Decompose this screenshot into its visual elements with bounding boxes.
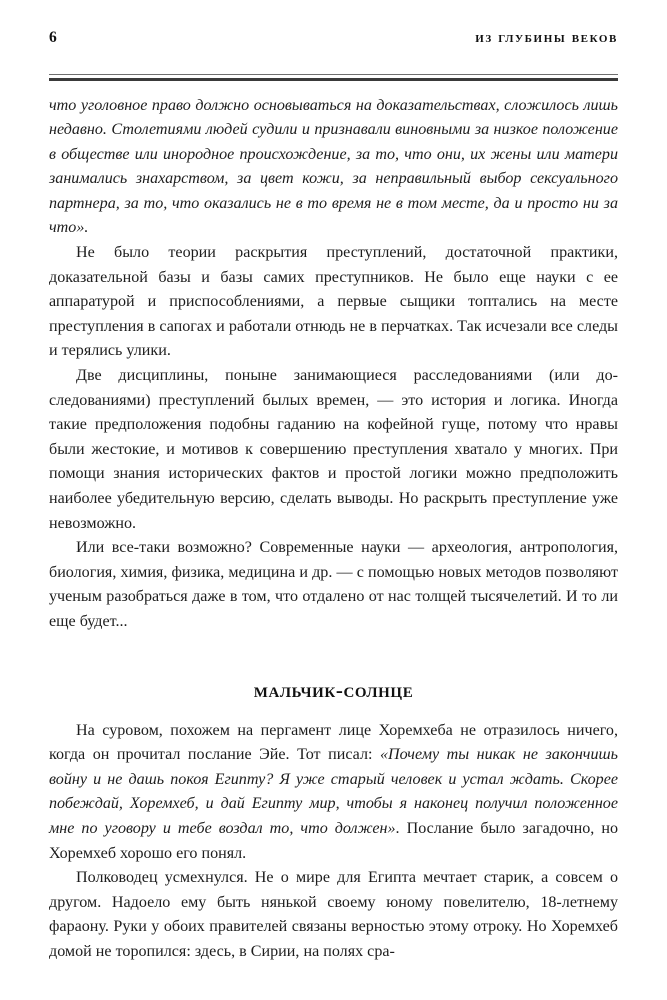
paragraph: Или все-таки возможно? Современные науки — археология, антропология, биология, химия, физика, медицина и др. — с помощью новых методов позволяют ученым разобраться даже в том, что отдалено от нас толщей тысячелетий. И то ли еще будет... [49, 539, 618, 630]
paragraph: Полководец усмехнулся. Не о мире для Египта мечтает старик, а совсем о другом. Надоело ему быть нянькой своему юному повелителю, 18-летнему фараону. Руки у обоих правителей связаны верностью этому отроку. Но Хоремхеб домой не торопился: здесь, в Сирии, на полях сра- [49, 869, 618, 960]
paragraph: что уголовное право должно основываться на доказательствах, сложилось лишь недавно. Столетиями людей судили и признавали виновными за низкое положение в обществе или инородное происхождение, за то, что они, их жены или матери занимались знахарством, за цвет кожи, за неправильный выбор сексуального партнера, за то, что оказались не в то время не в том месте, да и просто ни за что». [49, 96, 618, 237]
running-title: из глубины веков [475, 29, 618, 46]
paragraph: Не было теории раскрытия преступлений, достаточной практики, доказательной базы и базы самих преступников. Не было еще науки с ее аппаратурой и приспособлениями, а первые сыщики топтались на месте преступления в сапогах и работали отнюдь не в перчатках. Так исчезали все следы и терялись улики. [49, 244, 618, 360]
running-head [49, 0, 618, 68]
paragraph: Две дисциплины, поныне занимающиеся расследованиями (или доследованиями) преступлений былых времен, — это история и логика. Иногда такие предположения подобны гаданию на кофейной гуще, потому что нравы были жестокие, и мотивов к совершению преступления хватало у многих. При помощи знания исторических фактов и простой логики можно предположить наиболее убедительную версию, сделать выводы. Но раскрыть преступление уже невозможно. [49, 367, 618, 532]
text-run: На суровом, похожем на пергамент лице Хоремхеба не отразилось ничего, когда он прочитал послание Эйе. Тот писал: [49, 721, 618, 764]
paragraph [49, 719, 618, 867]
text-run-quote: «Почему ты никак не закончишь войну и не дашь покоя Египту? Я уже старый человек и устал ждать. Скорее побеждай, Хоремхеб, и дай Египту мир, чтобы я наконец получил положенное мне по уговору и тебе воздал то, что должен» [49, 746, 619, 837]
rule-thick [49, 78, 618, 81]
header-rules [49, 74, 618, 81]
text-run: . Послание было загадочно, но Хоремхеб хорошо его понял. [49, 819, 618, 862]
page-number: 6 [49, 29, 57, 46]
page-body [49, 94, 618, 965]
chapter-title: мальчик-солнце [253, 677, 414, 702]
